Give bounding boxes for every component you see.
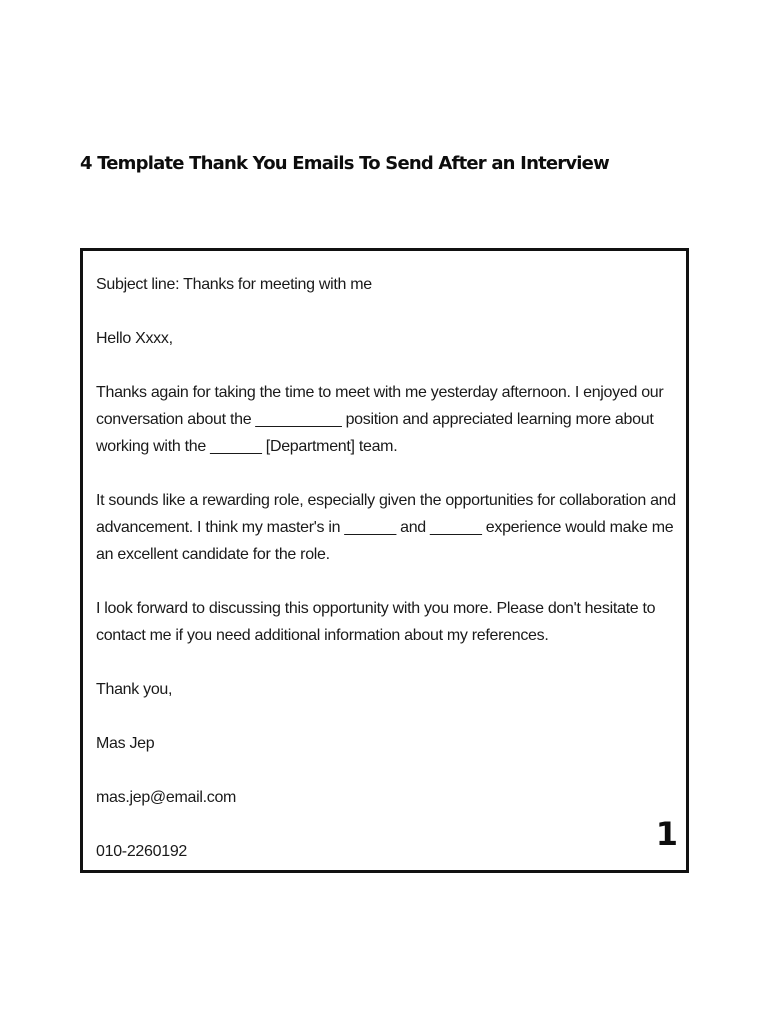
- email-paragraph-3: I look forward to discussing this opportunity with you more. Please don't hesitate to contact me if you need additional information about my references.: [96, 600, 656, 644]
- sender-phone: 010-2260192: [96, 843, 188, 860]
- page-number: 1: [655, 815, 678, 853]
- email-paragraph-2: It sounds like a rewarding role, especially given the opportunities for collaboration and advancement. I think my master's in ______ and ______ experience would make me an excellent candidate for the role.: [96, 492, 676, 563]
- email-subject-line: Subject line: Thanks for meeting with me: [96, 276, 372, 293]
- email-closing: Thank you,: [96, 681, 173, 698]
- email-body: [96, 271, 681, 865]
- email-greeting: Hello Xxxx,: [96, 330, 173, 347]
- email-template-box: [80, 248, 689, 873]
- sender-name: Mas Jep: [96, 735, 155, 752]
- email-paragraph-1: Thanks again for taking the time to meet with me yesterday afternoon. I enjoyed our conversation about the __________ position and appreciated learning more about working with the ______ [Department] team.: [96, 384, 664, 455]
- page-title: 4 Template Thank You Emails To Send After an Interview: [80, 153, 609, 174]
- sender-email: mas.jep@email.com: [96, 789, 237, 806]
